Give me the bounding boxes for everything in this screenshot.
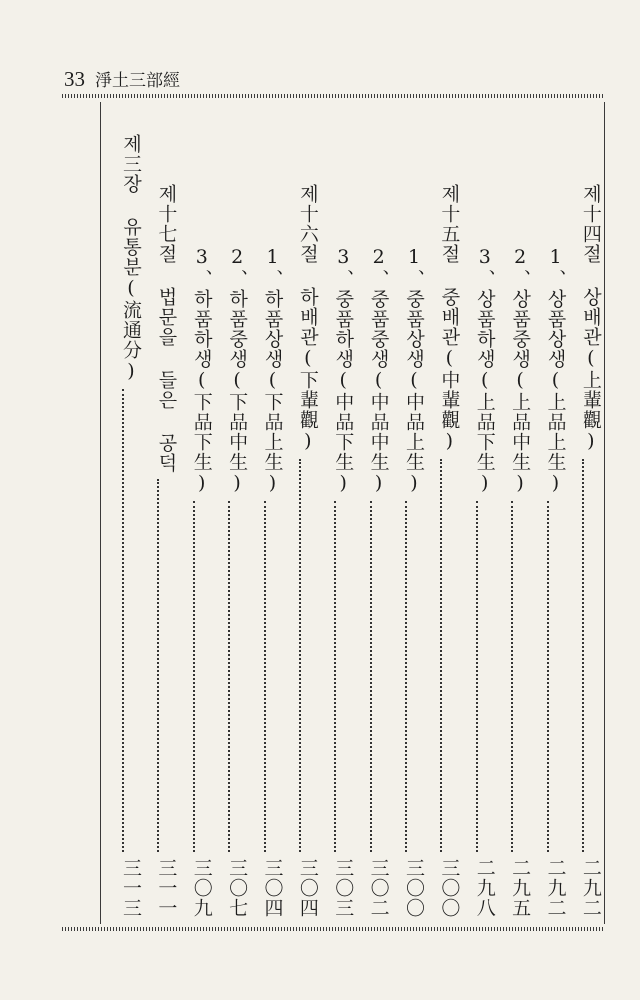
toc-entry-title: 1、중품상생(中品上生)	[403, 246, 425, 495]
dot-leader	[547, 501, 549, 852]
toc-entry-title: 1、상품상생(上品上生)	[544, 246, 567, 495]
dot-leader	[193, 501, 195, 852]
book-title: 淨土三部經	[95, 71, 180, 91]
toc-entry	[141, 138, 178, 918]
toc-entry-page: 三一一	[155, 858, 178, 918]
toc-entry	[248, 138, 282, 918]
dot-leader	[264, 501, 266, 852]
toc-list	[106, 134, 602, 918]
toc-entry-title: 3、하품하생(下品下生)	[190, 246, 213, 495]
toc-entry	[531, 138, 565, 918]
toc-entry	[460, 138, 494, 918]
toc-entry-page: 三一三	[120, 858, 142, 918]
toc-entry-page: 三〇四	[261, 858, 284, 918]
toc-entry-title: 2、중품중생(中品中生)	[367, 246, 390, 495]
toc-entry-page: 三〇四	[296, 858, 319, 918]
toc-entry-page: 三〇七	[226, 858, 249, 918]
toc-entry	[389, 138, 423, 918]
toc-entry-title: 3、상품하생(上品下生)	[473, 246, 496, 495]
toc-entry	[283, 138, 317, 918]
toc-entry	[177, 138, 211, 918]
toc-entry-page: 二九五	[509, 858, 532, 918]
dot-leader	[582, 459, 584, 852]
dot-leader	[405, 501, 407, 852]
page-header	[64, 66, 180, 94]
toc-entry	[318, 138, 355, 918]
toc-entry	[566, 138, 600, 918]
toc-entry	[106, 134, 140, 918]
toc-entry-page: 三〇〇	[438, 858, 461, 918]
dot-leader	[476, 501, 478, 852]
toc-entry-title: 제十七절 법문을 들은 공덕	[155, 184, 178, 473]
dot-leader	[299, 459, 301, 852]
dot-leader	[440, 459, 442, 852]
toc-entry-title: 3、중품하생(中品下生)	[332, 246, 355, 495]
toc-entry-page: 二九八	[473, 858, 496, 918]
toc-entry	[495, 138, 532, 918]
page-number: 33	[64, 67, 85, 91]
toc-entry-title: 제三장 유통분(流通分)	[120, 134, 142, 383]
dot-leader	[511, 501, 513, 852]
bottom-rule	[62, 927, 605, 931]
toc-entry-page: 二九二	[579, 858, 602, 918]
toc-entry-page: 三〇三	[332, 858, 355, 918]
toc-entry-title: 제十六절 하배관(下輩觀)	[296, 184, 319, 453]
toc-entry-title: 제十四절 상배관(上輩觀)	[579, 184, 602, 453]
dot-leader	[370, 501, 372, 852]
dot-leader	[228, 501, 230, 852]
dot-leader	[334, 501, 336, 852]
toc-entry-title: 2、상품중생(上品中生)	[509, 246, 532, 495]
dot-leader	[122, 389, 124, 852]
toc-entry-page: 三〇二	[367, 858, 390, 918]
toc-entry	[424, 138, 461, 918]
top-rule	[62, 94, 605, 98]
toc-entry-title: 2、하품중생(下品中生)	[226, 246, 249, 495]
toc-entry-page: 三〇九	[190, 858, 213, 918]
toc-entry-title: 1、하품상생(下品上生)	[261, 246, 284, 495]
toc-entry	[354, 138, 388, 918]
toc-entry-page: 二九二	[544, 858, 567, 918]
toc-entry-title: 제十五절 중배관(中輩觀)	[438, 184, 461, 453]
dot-leader	[157, 479, 159, 852]
toc-entry	[212, 138, 249, 918]
toc-entry-page: 三〇〇	[403, 858, 425, 918]
